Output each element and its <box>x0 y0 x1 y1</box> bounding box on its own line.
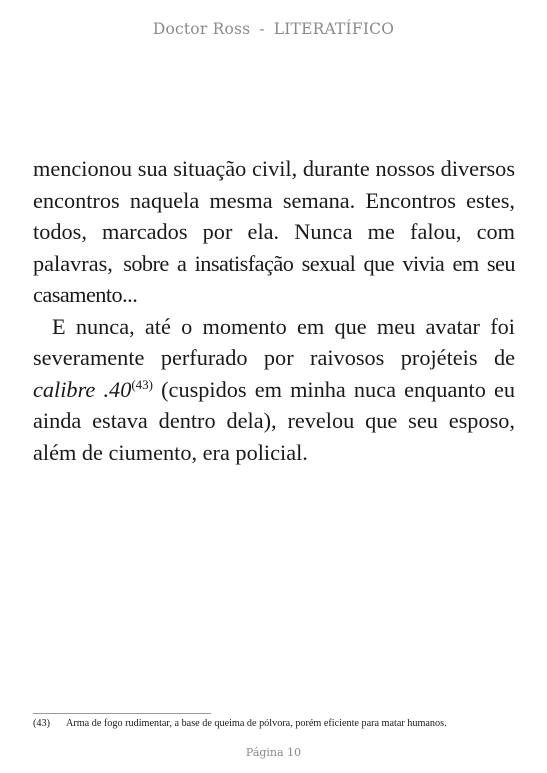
paragraph-1-text-b: sobre a insatisfação sexual que vivia em seu casamento... <box>33 250 515 307</box>
footnote-text: Arma de fogo rudimentar, a base de queima de pólvora, porém eficiente para matar humanos. <box>66 718 447 729</box>
header-author: Doctor Ross <box>152 20 251 38</box>
paragraph-2-text-a: E nunca, até o momento em que meu avatar foi severamente perfurado por raivosos projéteis de <box>33 313 515 370</box>
paragraph-2 <box>33 311 515 469</box>
header-publisher: LITERATÍFICO <box>273 20 395 38</box>
paragraph-2-text-b: (cuspidos em minha nuca enquanto eu ainda estava dentro dela), revelou que seu esposo, além de ciumento, era policial. <box>33 376 516 465</box>
paragraph-1-text-a: mencionou sua situação civil, durante nossos diversos encontros naquela mesma semana. Encontros estes, todos, marcados por ela. Nunca me falou, com palavras, <box>33 156 515 276</box>
paragraph-1 <box>33 153 515 311</box>
footnote-reference[interactable]: (43) <box>131 376 154 392</box>
italic-caliber-number: .40 <box>103 376 132 402</box>
footnote-divider <box>33 713 211 714</box>
page-number: Página 10 <box>245 746 302 759</box>
footnote-number: (43) <box>33 718 50 729</box>
italic-calibre: calibre <box>33 376 96 402</box>
running-header <box>0 20 547 38</box>
body-text <box>33 153 515 468</box>
header-separator: - <box>259 20 265 38</box>
footnote <box>33 718 523 729</box>
